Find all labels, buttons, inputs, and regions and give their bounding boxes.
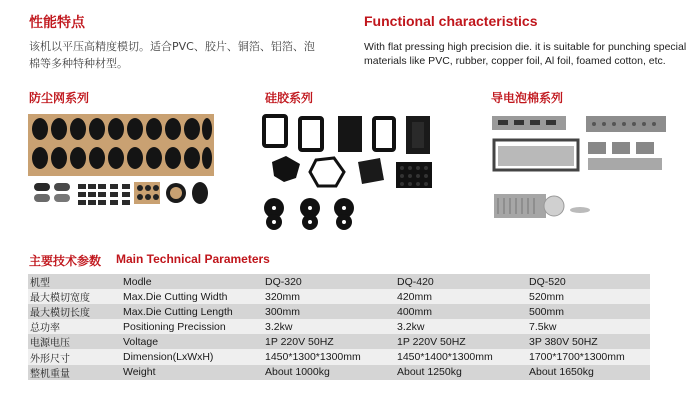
table-cell: 3.2kw	[395, 319, 527, 334]
table-cell: 1P 220V 50HZ	[263, 334, 395, 349]
table-cell: Weight	[121, 365, 263, 380]
params-table	[28, 274, 650, 380]
features-desc-en-line1: With flat pressing high precision die. it is suitable for punching special	[364, 41, 687, 53]
features-title-en: Functional characteristics	[364, 13, 538, 29]
table-cell: 1450*1400*1300mm	[395, 349, 527, 364]
table-cell: 400mm	[395, 304, 527, 319]
features-desc-cn-line2: 棉等多种特种材型。	[29, 57, 128, 70]
table-cell: Max.Die Cutting Width	[121, 289, 263, 304]
silicone-product-image	[258, 112, 436, 230]
table-cell: 机型	[28, 274, 121, 289]
params-title-en: Main Technical Parameters	[116, 252, 270, 266]
table-cell: 420mm	[395, 289, 527, 304]
table-cell: 最大模切宽度	[28, 289, 121, 304]
table-cell: About 1000kg	[263, 365, 395, 380]
table-cell: 电源电压	[28, 334, 121, 349]
table-row	[28, 334, 650, 349]
table-cell: Positioning Precission	[121, 319, 263, 334]
table-cell: DQ-520	[527, 274, 650, 289]
table-cell: DQ-320	[263, 274, 395, 289]
conductive-foam-product-image	[490, 112, 670, 220]
params-title-cn: 主要技术参数	[29, 254, 102, 268]
table-cell: 总功率	[28, 319, 121, 334]
table-cell: 最大模切长度	[28, 304, 121, 319]
table-row	[28, 289, 650, 304]
features-desc-en-line2: materials like PVC, rubber, copper foil, Al foil, foamed cotton, etc.	[364, 55, 666, 67]
table-cell: Modle	[121, 274, 263, 289]
table-cell: Max.Die Cutting Length	[121, 304, 263, 319]
table-row	[28, 365, 650, 380]
table-row	[28, 319, 650, 334]
features-desc-cn-line1: 该机以平压高精度模切。适合PVC、胶片、铜箔、铝箔、泡	[29, 40, 315, 53]
table-cell: 320mm	[263, 289, 395, 304]
table-cell: 3P 380V 50HZ	[527, 334, 650, 349]
table-cell: 300mm	[263, 304, 395, 319]
table-cell: 1700*1700*1300mm	[527, 349, 650, 364]
table-cell: 520mm	[527, 289, 650, 304]
table-cell: 1P 220V 50HZ	[395, 334, 527, 349]
table-row	[28, 349, 650, 364]
table-cell: 7.5kw	[527, 319, 650, 334]
table-row	[28, 304, 650, 319]
table-row	[28, 274, 650, 289]
table-cell: About 1250kg	[395, 365, 527, 380]
dust-net-product-image	[28, 112, 214, 178]
table-cell: 整机重量	[28, 365, 121, 380]
table-cell: 外形尺寸	[28, 349, 121, 364]
table-cell: DQ-420	[395, 274, 527, 289]
table-cell: 1450*1300*1300mm	[263, 349, 395, 364]
table-cell: Dimension(LxWxH)	[121, 349, 263, 364]
category-dust-net: 防尘网系列	[29, 91, 90, 105]
table-cell: 500mm	[527, 304, 650, 319]
table-cell: About 1650kg	[527, 365, 650, 380]
dust-net-parts-image	[32, 180, 212, 208]
table-cell: Voltage	[121, 334, 263, 349]
category-conductive-foam: 导电泡棉系列	[491, 91, 564, 105]
table-cell: 3.2kw	[263, 319, 395, 334]
features-title-cn: 性能特点	[29, 15, 85, 31]
category-silicone: 硅胶系列	[265, 91, 314, 105]
